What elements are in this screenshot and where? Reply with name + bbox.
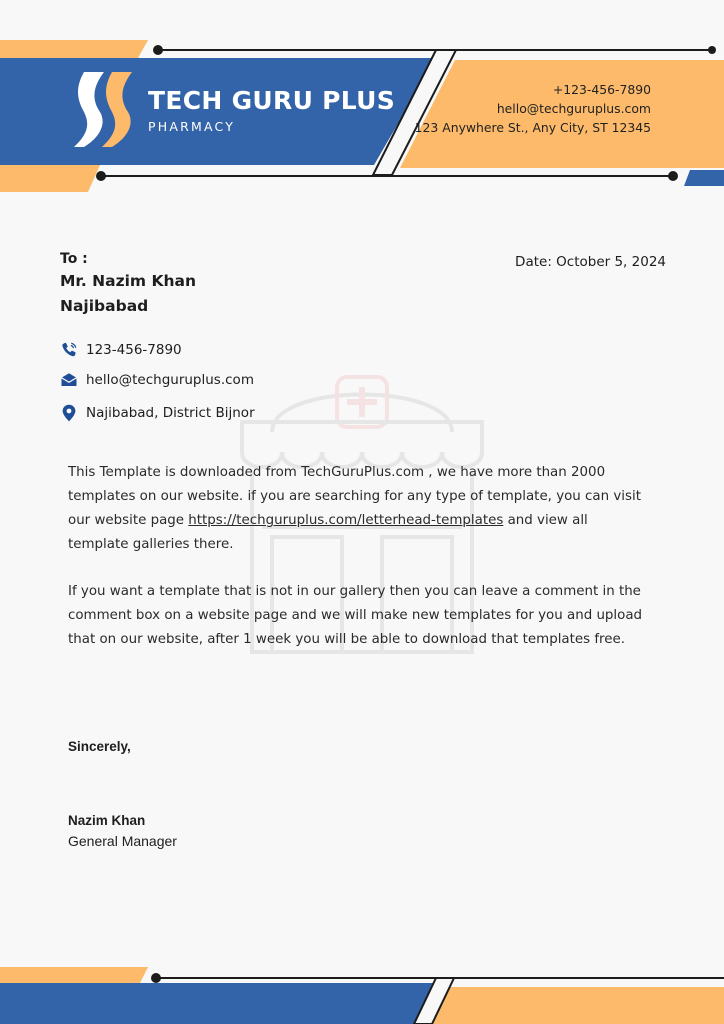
header-dot (153, 45, 163, 55)
header-dot (708, 46, 716, 54)
footer-dot (151, 973, 161, 983)
footer-blue-band (0, 983, 436, 1024)
recipient-name: Mr. Nazim Khan (60, 272, 196, 290)
signature-name: Nazim Khan (68, 813, 146, 828)
body-p1-start: This Template is downloaded from TechGuruPlus.com , we have more than 2000 templates on our website. if you are searching for any type of template, you can visit our website page (68, 465, 641, 528)
info-email-text: hello@techguruplus.com (86, 372, 254, 388)
recipient-city: Najibabad (60, 297, 149, 315)
signature-title: General Manager (68, 833, 177, 849)
brand-name: TECH GURU PLUS (148, 86, 396, 115)
body-p1-end: and view all template galleries there. (68, 513, 588, 552)
header-orange-strip-bottom (0, 165, 100, 192)
info-location-text: Najibabad, District Bijnor (86, 405, 255, 421)
info-location-row (60, 401, 255, 425)
header-dot (668, 171, 678, 181)
header-email: hello@techguruplus.com (496, 101, 651, 116)
letter-date: Date: October 5, 2024 (515, 254, 666, 270)
header-dot (96, 171, 106, 181)
letterhead-templates-link[interactable]: https://techguruplus.com/letterhead-templates (188, 513, 504, 528)
info-phone-text: 123-456-7890 (86, 342, 182, 358)
header-phone: +123-456-7890 (552, 82, 651, 97)
body-paragraph-1 (68, 461, 648, 557)
header-address: 123 Anywhere St., Any City, ST 12345 (414, 120, 651, 135)
footer-orange-strip (0, 967, 148, 983)
to-label: To : (60, 251, 88, 267)
closing-text: Sincerely, (68, 739, 131, 754)
brand-subtitle: PHARMACY (148, 119, 236, 134)
info-phone-row (60, 340, 182, 360)
header-blue-corner (684, 170, 724, 186)
mail-icon (60, 371, 78, 389)
body-paragraph-2: If you want a template that is not in our gallery then you can leave a comment in the comment box on a website page and we will make new templates for you and upload that on our website, after 1 week you will be able to download that templates free. (68, 584, 643, 647)
header-orange-strip-top (0, 40, 148, 58)
info-email-row (60, 370, 254, 390)
footer-banner (0, 960, 724, 1024)
phone-icon (60, 341, 78, 359)
location-pin-icon (60, 401, 78, 425)
footer-orange-block (422, 987, 724, 1024)
